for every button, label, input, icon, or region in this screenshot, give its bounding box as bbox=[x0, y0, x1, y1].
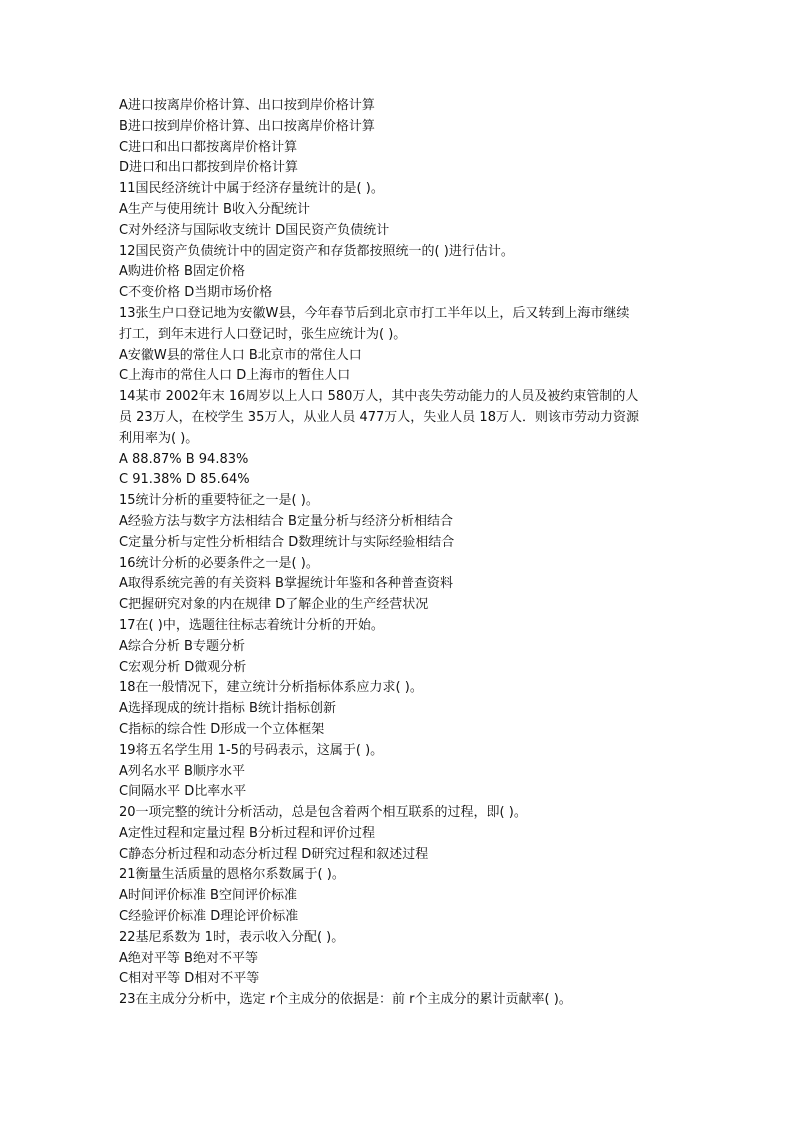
option-line: A选择现成的统计指标 B统计指标创新 bbox=[119, 701, 336, 717]
option-line: A绝对平等 B绝对不平等 bbox=[119, 950, 258, 966]
question-18: 18在一般情况下，建立统计分析指标体系应力求( )。 bbox=[119, 680, 423, 696]
option-line: A取得系统完善的有关资料 B掌握统计年鉴和各种普查资料 bbox=[119, 576, 453, 592]
question-20: 20一项完整的统计分析活动，总是包含着两个相互联系的过程，即( )。 bbox=[119, 805, 527, 821]
option-line: C经验评价标准 D理论评价标准 bbox=[119, 909, 299, 925]
option-line: A经验方法与数字方法相结合 B定量分析与经济分析相结合 bbox=[119, 513, 453, 529]
question-21: 21衡量生活质量的恩格尔系数属于( )。 bbox=[119, 867, 345, 883]
question-15: 15统计分析的重要特征之一是( )。 bbox=[119, 493, 319, 509]
option-line: C静态分析过程和动态分析过程 D研究过程和叙述过程 bbox=[119, 846, 429, 862]
option-line: A进口按离岸价格计算、出口按到岸价格计算 bbox=[119, 98, 375, 113]
option-line: A时间评价标准 B空间评价标准 bbox=[119, 888, 297, 904]
option-line: C 91.38% D 85.64% bbox=[119, 472, 250, 488]
question-17: 17在( )中，选题往往标志着统计分析的开始。 bbox=[119, 617, 384, 633]
option-line: C间隔水平 D比率水平 bbox=[119, 784, 247, 800]
option-line: B进口按到岸价格计算、出口按离岸价格计算 bbox=[119, 118, 375, 134]
question-19: 19将五名学生用 1-5的号码表示，这属于( )。 bbox=[119, 742, 384, 758]
option-line: C指标的综合性 D形成一个立体框架 bbox=[119, 721, 325, 737]
option-line: D进口和出口都按到岸价格计算 bbox=[119, 160, 299, 176]
option-line: C不变价格 D当期市场价格 bbox=[119, 285, 273, 301]
question-16: 16统计分析的必要条件之一是( )。 bbox=[119, 555, 319, 571]
question-22: 22基尼系数为 1时，表示收入分配( )。 bbox=[119, 929, 345, 945]
question-23: 23在主成分分析中，选定 r个主成分的依据是：前 r个主成分的累计贡献率( )。 bbox=[119, 992, 572, 1008]
question-13: 13张生户口登记地为安徽W县，今年春节后到北京市打工半年以上，后又转到上海市继续 bbox=[119, 305, 630, 321]
question-14: 14某市 2002年末 16周岁以上人口 580万人，其中丧失劳动能力的人员及被约束管制的人 bbox=[119, 389, 639, 405]
question-14-continued: 员 23万人，在校学生 35万人，从业人员 477万人，失业人员 18万人．则该市劳动力资源 bbox=[119, 409, 639, 425]
option-line: A列名水平 B顺序水平 bbox=[119, 763, 245, 779]
question-12: 12国民资产负债统计中的固定资产和存货都按照统一的( )进行估计。 bbox=[119, 243, 514, 259]
question-11: 11国民经济统计中属于经济存量统计的是( )。 bbox=[119, 181, 384, 197]
option-line: C宏观分析 D微观分析 bbox=[119, 659, 247, 675]
question-13-continued: 打工，到年末进行人口登记时，张生应统计为( )。 bbox=[119, 326, 407, 342]
option-line: C把握研究对象的内在规律 D了解企业的生产经营状况 bbox=[119, 597, 429, 613]
document-body bbox=[119, 96, 684, 1011]
option-line: A 88.87% B 94.83% bbox=[119, 451, 249, 467]
option-line: C对外经济与国际收支统计 D国民资产负债统计 bbox=[119, 222, 390, 238]
option-line: A生产与使用统计 B收入分配统计 bbox=[119, 201, 310, 217]
option-line: C相对平等 D相对不平等 bbox=[119, 971, 260, 987]
option-line: A安徽W县的常住人口 B北京市的常住人口 bbox=[119, 347, 362, 363]
option-line: C定量分析与定性分析相结合 D数理统计与实际经验相结合 bbox=[119, 534, 455, 550]
option-line: A定性过程和定量过程 B分析过程和评价过程 bbox=[119, 825, 375, 841]
option-line: C进口和出口都按离岸价格计算 bbox=[119, 139, 298, 155]
option-line: A综合分析 B专题分析 bbox=[119, 638, 245, 654]
option-line: C上海市的常住人口 D上海市的暂住人口 bbox=[119, 368, 351, 384]
option-line: A购进价格 B固定价格 bbox=[119, 264, 245, 280]
question-14-continued: 利用率为( )。 bbox=[119, 430, 199, 446]
